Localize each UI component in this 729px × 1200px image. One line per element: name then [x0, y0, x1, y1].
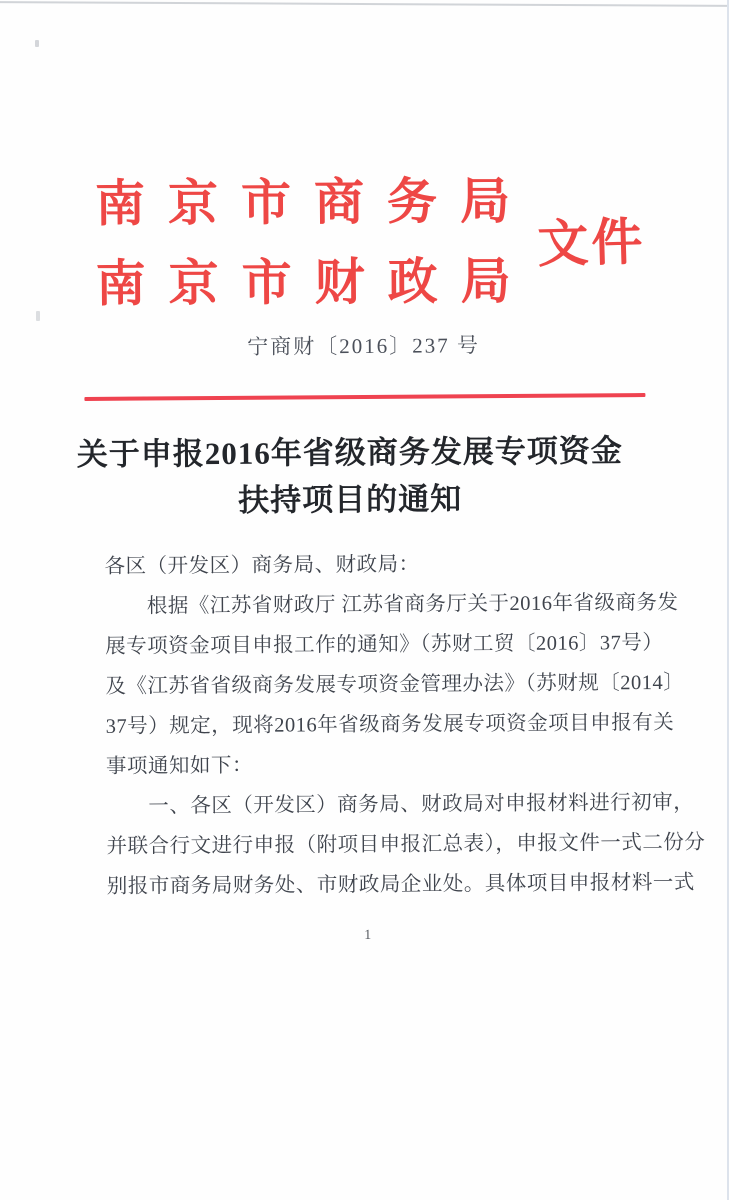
document-reference-number: 宁商财〔2016〕237 号 [247, 333, 481, 359]
body-line: 展专项资金项目申报工作的通知》（苏财工贸〔2016〕37号） [105, 631, 664, 658]
body-line: 根据《江苏省财政厅 江苏省商务厅关于2016年省级商务发 [146, 591, 679, 618]
document-title [0, 427, 700, 526]
letterhead-divider-rule [84, 393, 645, 401]
body-line: 37号）规定，现将2016年省级商务发展专项资金项目申报有关 [105, 711, 675, 738]
agency-line-commerce-bureau: 南京市商务局 [94, 172, 534, 232]
title-line-1: 关于申报2016年省级商务发展专项资金 [76, 433, 623, 473]
page-number: 1 [364, 927, 372, 944]
document-body [104, 543, 706, 907]
body-line: 别报市商务局财务处、市财政局企业处。具体项目申报材料一式 [106, 871, 695, 898]
letterhead-agency-names [95, 161, 534, 324]
body-line: 并联合行文进行申报（附项目申报汇总表），申报文件一式二份分 [106, 831, 706, 858]
title-line-2: 扶持项目的通知 [238, 481, 463, 518]
body-salutation: 各区（开发区）商务局、财政局： [104, 553, 420, 578]
document-type-label: 文件 [536, 214, 647, 274]
agency-line-finance-bureau: 南京市财政局 [95, 252, 534, 312]
body-line: 事项通知如下： [105, 754, 254, 778]
body-line: 一、各区（开发区）商务局、财政局对申报材料进行初审， [148, 791, 695, 818]
body-line: 及《江苏省省级商务发展专项资金管理办法》（苏财规〔2014〕 [105, 671, 685, 698]
